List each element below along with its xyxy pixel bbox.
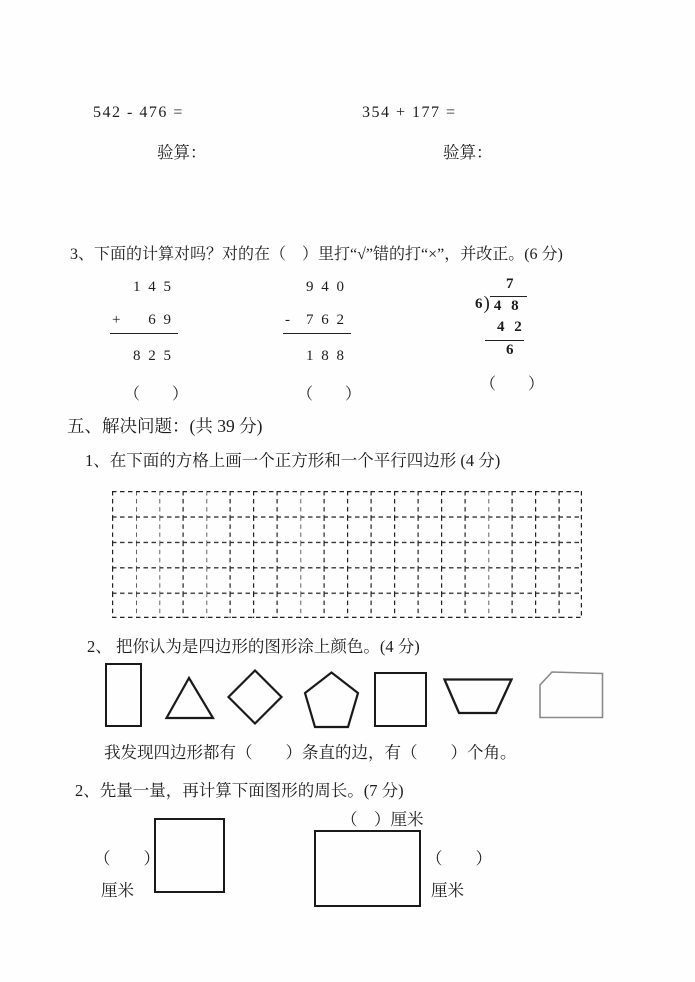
dividend: 4 8 (490, 296, 527, 315)
section5-q2-title: 2、 把你认为是四边形的图形涂上颜色。(4 分) (87, 637, 420, 656)
check-label-right: 验算： (443, 143, 493, 162)
section5-q1-title: 1、在下面的方格上画一个正方形和一个平行四边形 (4 分) (85, 451, 501, 470)
answer-parentheses: （ ） (124, 386, 189, 403)
rectangle-top-label: （ ）厘米 (341, 810, 424, 829)
rectangle-side-unit: 厘米 (431, 881, 464, 900)
quotient: 7 (506, 276, 514, 292)
rectangle-side-parentheses: （ ） (426, 849, 492, 868)
square-side-parentheses: （ ） (94, 849, 160, 868)
minuend: 9 4 0 (306, 279, 346, 295)
expression-left: 542 - 476 = (93, 104, 184, 121)
check-label-left: 验算： (157, 143, 207, 162)
section5-heading: 五、解决问题：(共 39 分) (67, 416, 263, 436)
shape-pentagon (303, 671, 360, 729)
addition-result: 8 2 5 (133, 348, 173, 364)
square-side-unit: 厘米 (101, 881, 134, 900)
q2-finding-sentence: 我发现四边形都有（ ）条直的边，有（ ）个角。 (104, 743, 517, 762)
answer-parentheses: （ ） (297, 386, 362, 403)
addend-top: 1 4 5 (133, 279, 173, 295)
section5-q3-title: 2、先量一量，再计算下面图形的周长。(7 分) (75, 781, 404, 800)
vertical-addition-problem (110, 279, 189, 404)
shape-rectangle (105, 663, 142, 727)
vertical-subtraction-problem (283, 279, 362, 404)
minus-operator: - (285, 312, 292, 328)
subtraction-result: 1 8 8 (306, 348, 346, 364)
question3-title: 3、下面的计算对吗？对的在（ ）里打“√”错的打“×”，并改正。(6 分) (70, 246, 563, 263)
remainder: 6 (506, 342, 514, 358)
shape-square (374, 672, 427, 727)
addend-bottom: 6 9 (148, 312, 173, 328)
shape-clipped-rectangle (539, 671, 604, 719)
expression-right: 354 + 177 = (362, 104, 457, 121)
partial-product: 4 2 (497, 319, 525, 335)
shape-triangle (165, 676, 215, 720)
long-division-problem (472, 276, 545, 394)
answer-parentheses: （ ） (480, 376, 545, 393)
shape-trapezoid (443, 678, 513, 715)
plus-operator: + (112, 312, 123, 328)
dashed-drawing-grid (112, 491, 583, 619)
divisor: 6 (475, 296, 483, 312)
division-bracket: ) (483, 293, 490, 314)
perimeter-square (154, 818, 225, 893)
perimeter-rectangle (314, 830, 421, 907)
shape-diamond (227, 669, 283, 725)
subtrahend: 7 6 2 (306, 312, 346, 328)
division-rule-line (485, 340, 524, 341)
